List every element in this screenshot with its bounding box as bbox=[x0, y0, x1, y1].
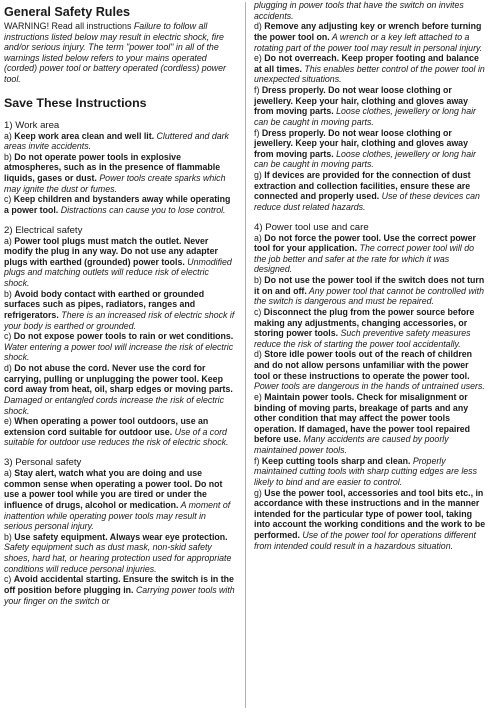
item-rule: Maintain power tools. Check for misalignment or binding of moving parts, breakage of parts and any other condition that may affect the power tools operation. If damaged, have the power tool repaired before use. bbox=[254, 391, 471, 445]
item-rule: Dress properly. Do not wear loose clothing or jewellery. Keep your hair, clothing and gloves away from moving parts. bbox=[254, 85, 468, 117]
item-explanation: plugging in power tools that have the switch on invites accidents. bbox=[254, 0, 464, 21]
list-item bbox=[254, 392, 486, 456]
item-label: a) bbox=[254, 232, 265, 243]
item-explanation: Use of a cord suitable for outdoor use reduces the risk of electric shock. bbox=[4, 426, 229, 448]
item-rule: Avoid body contact with earthed or grounded surfaces such as pipes, radiators, ranges and refrigerators. bbox=[4, 288, 205, 320]
item-rule: Dress properly. Do not wear loose clothing or jewellery. Keep your hair, clothing and gloves away from moving parts. bbox=[254, 127, 468, 159]
item-explanation: Safety equipment such as dust mask, non-skid safety shoes, hard hat, or hearing protection used for appropriate conditions will reduce personal injuries. bbox=[4, 542, 232, 574]
item-explanation: Distractions can cause you to lose control. bbox=[58, 204, 226, 215]
item-label: b) bbox=[254, 275, 265, 285]
item-explanation: Loose clothes, jewellery or long hair can be caught in moving parts. bbox=[254, 148, 476, 170]
item-label: d) bbox=[4, 363, 15, 374]
item-rule: Do not expose power tools to rain or wet conditions. bbox=[13, 331, 234, 342]
item-explanation: Loose clothes, jewellery or long hair can be caught in moving parts. bbox=[254, 106, 476, 127]
warning-prefix: WARNING! Read all instructions bbox=[4, 21, 134, 31]
save-instructions-heading: Save These Instructions bbox=[4, 95, 147, 110]
list-item bbox=[254, 307, 486, 350]
item-explanation: This enables better control of the power tool in unexpected situations. bbox=[254, 63, 485, 85]
item-rule: Use safety equipment. Always wear eye protection. bbox=[14, 531, 228, 542]
list-item bbox=[254, 85, 486, 128]
list-item bbox=[4, 363, 236, 416]
list-item bbox=[4, 194, 236, 215]
list-item bbox=[4, 331, 236, 363]
list-item bbox=[4, 152, 236, 195]
item-explanation: Cluttered and dark areas invite accidents. bbox=[4, 130, 229, 152]
warning-body: Failure to follow all instructions listed below may result in electric shock, fire and/or serious injury. The term "power tool" in all of the warnings listed below refers to your mains operated (corded) power tool or battery operated (cordless) power tool. bbox=[4, 21, 226, 84]
item-label: c) bbox=[254, 306, 264, 317]
section-heading: 2) Electrical safety bbox=[4, 224, 83, 236]
list-item bbox=[254, 170, 486, 213]
item-explanation: Unmodified plugs and matching outlets will reduce risk of electric shock. bbox=[4, 256, 232, 289]
item-label: g) bbox=[254, 487, 265, 498]
item-label: c) bbox=[4, 331, 14, 342]
item-rule: Do not force the power tool. Use the correct power tool for your application. bbox=[254, 232, 476, 254]
item-rule: Stay alert, watch what you are doing and use common sense when operating a power tool. Do not use a power tool while you are tired or under the influence of drugs, alcohol or medication. bbox=[4, 468, 223, 510]
item-explanation: There is an increased risk of electric shock if your body is earthed or grounded. bbox=[4, 309, 235, 331]
item-label: e) bbox=[254, 391, 265, 402]
item-rule: Keep work area clean and well lit. bbox=[14, 130, 155, 141]
item-label: e) bbox=[4, 416, 15, 427]
section-heading: 4) Power tool use and care bbox=[254, 221, 369, 233]
item-rule: Do not abuse the cord. Never use the cord for carrying, pulling or unplugging the power tool. Keep cord away from heat, oil, sharp edges or moving parts. bbox=[4, 363, 233, 395]
item-explanation: Use of the power tool for operations different from intended could result in a hazardous situation. bbox=[254, 530, 476, 551]
item-rule: Keep cutting tools sharp and clean. bbox=[261, 455, 411, 466]
item-label: b) bbox=[4, 531, 15, 542]
item-label: b) bbox=[4, 151, 15, 162]
item-label: a) bbox=[4, 130, 15, 141]
item-explanation: A wrench or a key left attached to a rotating part of the power tool may result in personal injury. bbox=[254, 31, 483, 53]
list-item bbox=[254, 275, 486, 307]
item-rule: If devices are provided for the connection of dust extraction and collection facilities, ensure these are connected and properly used. bbox=[254, 170, 471, 202]
list-item bbox=[254, 349, 486, 392]
item-rule: Store idle power tools out of the reach of children and do not allow persons unfamiliar with the power tool or these instructions to operate the power tool. bbox=[254, 349, 473, 381]
left-column bbox=[4, 0, 236, 615]
item-rule: Keep children and bystanders away while operating a power tool. bbox=[4, 194, 231, 215]
item-label: e) bbox=[254, 53, 265, 64]
item-rule: Do not operate power tools in explosive atmospheres, such as in the presence of flammable liquids, gases or dust. bbox=[4, 151, 221, 184]
item-explanation: Damaged or entangled cords increase the risk of electric shock. bbox=[4, 394, 225, 416]
item-explanation: Power tools create sparks which may ignite the dust or fumes. bbox=[4, 173, 226, 194]
list-item bbox=[254, 456, 486, 488]
item-rule: Avoid accidental starting. Ensure the switch is in the off position before plugging in. bbox=[4, 574, 234, 595]
item-label: a) bbox=[4, 235, 15, 246]
item-rule: Do not overreach. Keep proper footing and balance at all times. bbox=[254, 53, 479, 74]
section-personal-safety bbox=[4, 457, 236, 606]
item-rule: Power tool plugs must match the outlet. Never modify the plug in any way. Do not use any adapter plugs with earthed (grounded) power tools. bbox=[4, 235, 218, 267]
item-label: b) bbox=[4, 288, 15, 299]
continued-text bbox=[254, 0, 486, 21]
item-rule: Use the power tool, accessories and tool bits etc., in accordance with these instructions and in the manner intended for the particular type of power tool, taking into account the working conditions and the work to be performed. bbox=[254, 487, 486, 540]
list-item bbox=[254, 53, 486, 85]
page-title: General Safety Rules bbox=[4, 5, 130, 19]
item-explanation: Many accidents are caused by poorly maintained power tools. bbox=[254, 434, 449, 455]
list-item bbox=[4, 416, 236, 448]
section-work-area bbox=[4, 120, 236, 216]
item-label: f) bbox=[254, 127, 262, 138]
item-rule: When operating a power tool outdoors, use an extension cord suitable for outdoor use. bbox=[4, 416, 209, 437]
item-rule: Do not use the power tool if the switch does not turn it on and off. bbox=[254, 275, 485, 296]
list-item bbox=[4, 289, 236, 332]
list-item bbox=[4, 532, 236, 575]
item-label: g) bbox=[254, 170, 265, 180]
item-label: d) bbox=[254, 349, 265, 360]
list-item bbox=[4, 468, 236, 532]
item-explanation: Carrying power tools with your finger on the switch or bbox=[4, 584, 235, 606]
item-label: c) bbox=[4, 574, 14, 585]
item-explanation: Any power tool that cannot be controlled with the switch is dangerous and must be repaired. bbox=[254, 285, 484, 307]
item-label: a) bbox=[4, 468, 15, 479]
item-explanation: Such preventive safety measures reduce the risk of starting the power tool accidentally. bbox=[254, 328, 471, 349]
item-explanation: The correct power tool will do the job better and safer at the rate for which it was designed. bbox=[254, 243, 474, 275]
section-electrical-safety bbox=[4, 225, 236, 449]
column-divider bbox=[245, 2, 246, 708]
item-explanation: A moment of inattention while operating power tools may result in serious personal injury. bbox=[4, 499, 231, 532]
item-explanation: Water entering a power tool will increase the risk of electric shock. bbox=[4, 341, 234, 363]
section-tool-use-and-care bbox=[254, 222, 486, 552]
item-rule: Disconnect the plug from the power source before making any adjustments, changing accessories, or storing power tools. bbox=[254, 306, 475, 339]
item-label: c) bbox=[4, 194, 14, 205]
continued-items bbox=[254, 0, 486, 213]
item-explanation: Properly maintained cutting tools with sharp cutting edges are less likely to bind and are easier to control. bbox=[254, 455, 477, 487]
warning-intro bbox=[4, 21, 236, 85]
list-item bbox=[254, 488, 486, 552]
list-item bbox=[4, 236, 236, 289]
section-heading: 3) Personal safety bbox=[4, 457, 82, 469]
item-explanation: Use of these devices can reduce dust related hazards. bbox=[254, 191, 480, 212]
item-explanation: Power tools are dangerous in the hands of untrained users. bbox=[254, 381, 485, 392]
section-heading: 1) Work area bbox=[4, 119, 60, 131]
list-item bbox=[254, 21, 486, 53]
list-item bbox=[254, 128, 486, 171]
list-item bbox=[4, 131, 236, 152]
item-label: d) bbox=[254, 21, 265, 32]
item-label: f) bbox=[254, 85, 262, 95]
item-rule: Remove any adjusting key or wrench before turning the power tool on. bbox=[254, 21, 482, 42]
list-item bbox=[4, 574, 236, 606]
right-column bbox=[254, 0, 486, 560]
list-item bbox=[254, 233, 486, 276]
item-label: f) bbox=[254, 455, 262, 466]
